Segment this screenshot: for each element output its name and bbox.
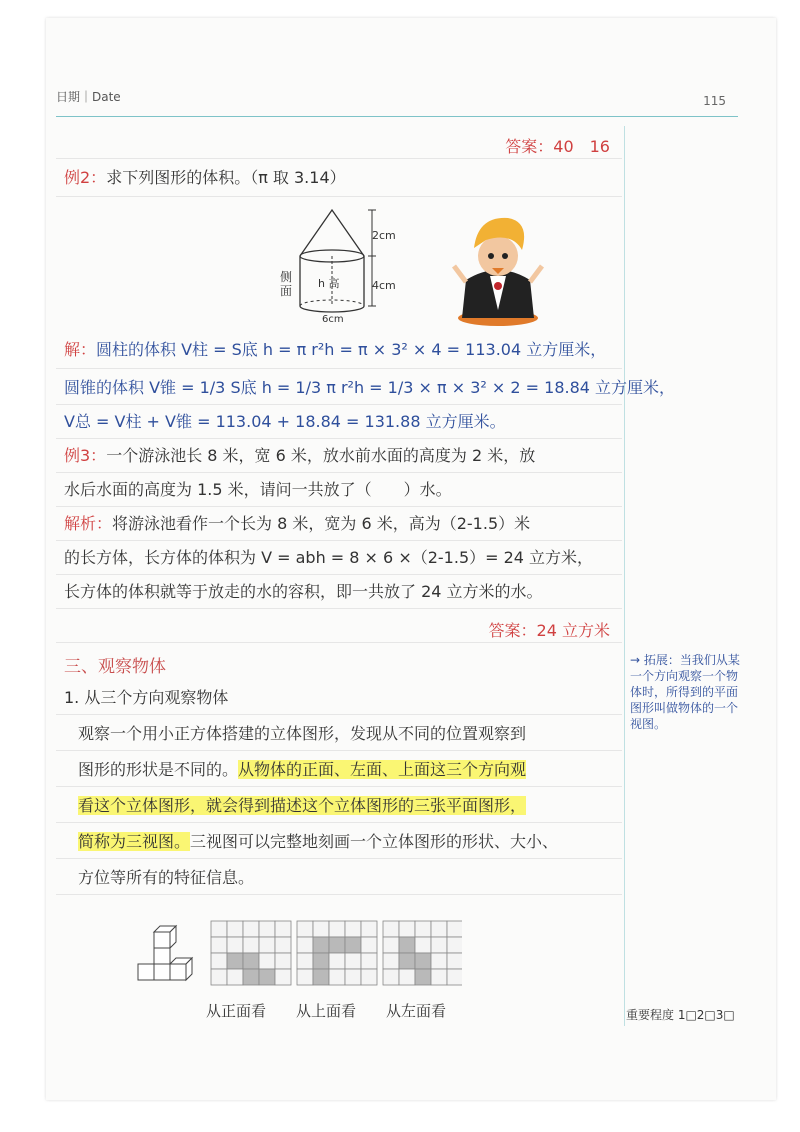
analysis3-line2: 的长方体，长方体的体积为 V = abh = 8 × 6 ×（2-1.5）= 24 立方米， <box>64 548 594 567</box>
ruled-line <box>56 642 622 643</box>
side-note: → 拓展：当我们从某一个方向观察一个物体时，所得到的平面图形叫做物体的一个视图。 <box>630 653 740 731</box>
analysis3-line1 <box>64 514 530 534</box>
paragraph-line2 <box>78 760 526 780</box>
view-cell <box>431 937 447 953</box>
analysis3-label: 解析： <box>64 514 113 533</box>
view-cell <box>259 937 275 953</box>
paragraph-line2a: 图形的形状是不同的。 <box>78 760 239 779</box>
view-cell <box>227 969 243 985</box>
top-height-label: 2cm <box>372 229 396 242</box>
view-cell <box>431 969 447 985</box>
example3-text1: 一个游泳池长 8 米，宽 6 米，放水前水面的高度为 2 米，放 <box>106 446 536 465</box>
example3-line1 <box>64 446 535 466</box>
solution2-label: 解： <box>64 340 97 359</box>
view-cell-filled <box>243 953 259 969</box>
paragraph-line1: 观察一个用小正方体搭建的立体图形，发现从不同的位置观察到 <box>78 724 527 743</box>
front-view-grid <box>210 920 294 988</box>
view-cell-filled <box>399 953 415 969</box>
top-view-caption: 从上面看 <box>296 1002 357 1020</box>
view-cell <box>361 921 377 937</box>
ruled-line <box>56 894 622 895</box>
view-cell <box>383 921 399 937</box>
view-cell <box>431 953 447 969</box>
ruled-line <box>56 540 622 541</box>
view-cell <box>243 921 259 937</box>
section-subtitle: 1. 从三个方向观察物体 <box>64 688 229 707</box>
view-cell <box>275 953 291 969</box>
view-cell <box>345 953 361 969</box>
view-cell <box>211 969 227 985</box>
view-cell <box>297 969 313 985</box>
example3-line2: 水后水面的高度为 1.5 米，请问一共放了（ ）水。 <box>64 480 452 499</box>
ruled-line <box>56 196 622 197</box>
ruled-line <box>56 750 622 751</box>
page-number: 115 <box>703 94 726 108</box>
view-cell <box>313 921 329 937</box>
paragraph-line4 <box>78 832 558 852</box>
view-cell <box>259 921 275 937</box>
view-cell <box>297 921 313 937</box>
view-cell <box>275 969 291 985</box>
ruled-line <box>56 608 622 609</box>
view-cell-filled <box>415 969 431 985</box>
header-rule <box>56 116 738 117</box>
view-cell <box>361 969 377 985</box>
date-label: 日期｜Date <box>56 90 121 104</box>
answer-1: 答案：40 16 <box>505 137 610 156</box>
solution2-text1: 圆柱的体积 V柱 = S底 h = π r²h = π × 3² × 4 = 113.04 立方厘米， <box>96 340 607 359</box>
view-cell <box>447 969 462 985</box>
view-cell-filled <box>227 953 243 969</box>
paragraph-line3 <box>78 796 526 816</box>
view-cell-filled <box>345 937 361 953</box>
highlighted-text: 从物体的正面、左面、上面这三个方向观 <box>238 760 527 779</box>
ruled-line <box>56 368 622 369</box>
cartoon-character-illustration <box>438 210 558 330</box>
analysis3-text1: 将游泳池看作一个长为 8 米，宽为 6 米，高为（2-1.5）米 <box>112 514 531 533</box>
view-cell-filled <box>313 953 329 969</box>
top-view-grid <box>296 920 380 988</box>
view-cell <box>447 953 462 969</box>
ruled-line <box>56 438 622 439</box>
example3-label: 例3： <box>64 446 107 465</box>
solution2-line2: 圆锥的体积 V锥 = 1/3 S底 h = 1/3 π r²h = 1/3 × π × 3² × 2 = 18.84 立方厘米， <box>64 378 676 397</box>
side-label: 侧面 <box>280 270 293 298</box>
view-cell-filled <box>259 969 275 985</box>
example2 <box>64 168 346 188</box>
view-cell <box>447 937 462 953</box>
view-cell <box>211 937 227 953</box>
solution2-line1 <box>64 340 606 360</box>
example2-question: 求下列图形的体积。（π 取 3.14） <box>106 168 346 187</box>
height-label: h 高 <box>318 277 340 290</box>
paragraph-line5: 方位等所有的特征信息。 <box>78 868 255 887</box>
analysis3-line3: 长方体的体积就等于放走的水的容积，即一共放了 24 立方米的水。 <box>64 582 543 601</box>
view-cell <box>329 921 345 937</box>
view-cell <box>275 921 291 937</box>
view-cell <box>345 921 361 937</box>
view-cell <box>383 937 399 953</box>
ruled-line <box>56 404 622 405</box>
view-cell <box>399 969 415 985</box>
highlighted-text: 简称为三视图。 <box>78 832 191 851</box>
view-cell <box>415 937 431 953</box>
view-cell <box>227 921 243 937</box>
ruled-line <box>56 158 622 159</box>
view-cell-filled <box>313 937 329 953</box>
ruled-line <box>56 822 622 823</box>
cone-cylinder-figure <box>270 206 400 326</box>
margin-line <box>624 126 625 1026</box>
view-cell <box>345 969 361 985</box>
ruled-line <box>56 506 622 507</box>
ruled-line <box>56 858 622 859</box>
example2-label: 例2： <box>64 168 107 187</box>
view-cell <box>361 953 377 969</box>
view-cell <box>243 937 259 953</box>
view-cell-filled <box>313 969 329 985</box>
ruled-line <box>56 786 622 787</box>
section-title: 三、观察物体 <box>64 657 166 677</box>
view-cell <box>211 953 227 969</box>
view-cell <box>211 921 227 937</box>
highlighted-text: 看这个立体图形，就会得到描述这个立体图形的三张平面图形， <box>78 796 527 815</box>
paragraph-line4b: 三视图可以完整地刻画一个立体图形的形状、大小、 <box>190 832 559 851</box>
ruled-line <box>56 472 622 473</box>
ruled-line <box>56 574 622 575</box>
view-cell <box>297 937 313 953</box>
cube-stack-figure <box>134 924 198 988</box>
front-view-caption: 从正面看 <box>206 1002 267 1020</box>
view-cell <box>227 937 243 953</box>
view-cell <box>275 937 291 953</box>
view-cell-filled <box>329 937 345 953</box>
importance-rating: 重要程度 1□2□3□ <box>626 1008 735 1022</box>
view-cell <box>329 953 345 969</box>
view-cell <box>415 921 431 937</box>
left-view-caption: 从左面看 <box>386 1002 447 1020</box>
bottom-height-label: 4cm <box>372 279 396 292</box>
diameter-label: 6cm <box>322 314 344 325</box>
view-cell <box>259 953 275 969</box>
left-view-grid <box>382 920 462 988</box>
view-cell <box>361 937 377 953</box>
view-cell <box>383 969 399 985</box>
view-cell-filled <box>415 953 431 969</box>
view-cell-filled <box>399 937 415 953</box>
view-cell-filled <box>243 969 259 985</box>
view-cell <box>383 953 399 969</box>
solution2-line3: V总 = V柱 + V锥 = 113.04 + 18.84 = 131.88 立方厘米。 <box>64 412 506 431</box>
view-cell <box>297 953 313 969</box>
ruled-line <box>56 714 622 715</box>
view-cell <box>447 921 462 937</box>
answer-3: 答案：24 立方米 <box>488 621 610 640</box>
view-cell <box>399 921 415 937</box>
view-cell <box>431 921 447 937</box>
view-cell <box>329 969 345 985</box>
